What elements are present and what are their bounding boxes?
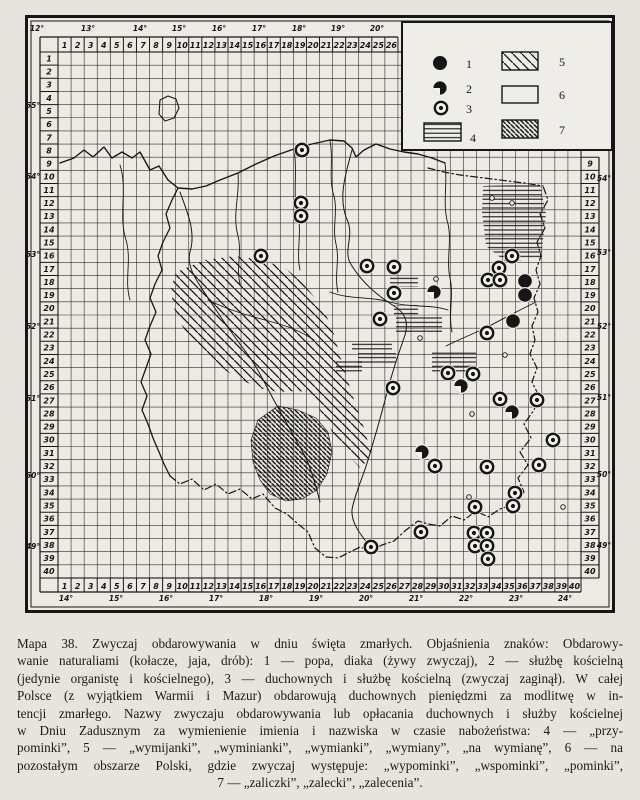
left-row-number: 26 bbox=[43, 383, 55, 393]
dense-diagonal-hatch-icon bbox=[502, 120, 538, 138]
bottom-column-number: 4 bbox=[100, 582, 107, 591]
right-row-number: 15 bbox=[584, 238, 596, 248]
right-row-number: 18 bbox=[584, 277, 596, 287]
bottom-longitude-label: 24° bbox=[557, 594, 573, 603]
top-longitude-label: 20° bbox=[369, 24, 385, 33]
symbol-small-circle bbox=[510, 201, 515, 206]
top-column-number: 3 bbox=[87, 41, 94, 50]
right-row-number: 19 bbox=[584, 291, 596, 301]
caption-line: pozostałym obszarze Polski, gdzie zwyczaj występuje: „wypominki”, „wspominki”, „pominki”, bbox=[17, 757, 623, 773]
symbol-circled-dot bbox=[531, 457, 548, 474]
top-column-number: 9 bbox=[166, 41, 172, 50]
left-row-number: 32 bbox=[43, 462, 55, 472]
right-row-number: 17 bbox=[584, 264, 596, 274]
right-row-number: 14 bbox=[584, 225, 596, 235]
right-latitude-label: 53° bbox=[596, 248, 612, 257]
left-row-number: 30 bbox=[43, 435, 55, 445]
bottom-column-number: 17 bbox=[268, 582, 280, 591]
left-row-number: 19 bbox=[43, 291, 55, 301]
bottom-column-number: 10 bbox=[176, 582, 188, 591]
caption-line: w Dniu Zadusznym za wymienienie imienia i nazwiska w czasie nabożeństwa: 4 — „przy- bbox=[17, 723, 623, 739]
right-latitude-label: 54° bbox=[596, 174, 612, 183]
horizontal-hatch-region bbox=[396, 317, 442, 334]
legend-label-1: 1 bbox=[466, 57, 472, 71]
left-row-number: 22 bbox=[43, 330, 55, 340]
symbol-circled-dot bbox=[253, 248, 270, 265]
legend bbox=[402, 22, 612, 150]
bottom-column-number: 1 bbox=[61, 582, 68, 591]
symbol-small-circle bbox=[561, 505, 566, 510]
bottom-column-number: 25 bbox=[372, 582, 384, 591]
right-row-number: 37 bbox=[584, 527, 596, 537]
top-column-number: 23 bbox=[346, 41, 358, 50]
top-column-number: 20 bbox=[307, 41, 319, 50]
right-row-number: 22 bbox=[584, 330, 596, 340]
symbol-circled-dot bbox=[413, 524, 430, 541]
top-column-number: 19 bbox=[294, 41, 306, 50]
left-row-number: 28 bbox=[43, 409, 55, 419]
top-longitude-label: 15° bbox=[171, 24, 187, 33]
bottom-column-number: 13 bbox=[215, 582, 228, 591]
symbol-circled-dot bbox=[385, 380, 402, 397]
bottom-column-number: 18 bbox=[281, 582, 293, 591]
symbol-circled-dot bbox=[492, 391, 509, 408]
caption bbox=[17, 635, 623, 792]
left-row-number: 14 bbox=[43, 225, 55, 235]
top-column-number: 14 bbox=[228, 41, 241, 50]
symbol-half-filled-circle bbox=[504, 404, 520, 420]
top-column-number: 8 bbox=[153, 41, 159, 50]
right-row-number: 29 bbox=[584, 422, 596, 432]
right-row-number: 31 bbox=[584, 448, 596, 458]
right-latitude-label: 51° bbox=[596, 393, 612, 402]
top-column-number: 1 bbox=[61, 41, 68, 50]
horizontal-hatch-region bbox=[352, 342, 392, 352]
right-row-number: 39 bbox=[584, 554, 596, 564]
caption-line: Mapa 38. Zwyczaj obdarowywania w dniu święta zmarłych. Objaśnienia znaków: Obdarowy- bbox=[17, 636, 623, 651]
top-column-number: 16 bbox=[255, 41, 267, 50]
bottom-column-number: 33 bbox=[477, 582, 489, 591]
bottom-longitude-label: 20° bbox=[358, 594, 374, 603]
bottom-column-number: 8 bbox=[153, 582, 159, 591]
bottom-column-number: 39 bbox=[555, 582, 567, 591]
right-row-number: 28 bbox=[584, 409, 596, 419]
bottom-column-number: 28 bbox=[411, 582, 424, 591]
right-row-number: 23 bbox=[584, 343, 596, 353]
left-row-number: 25 bbox=[43, 369, 55, 379]
bottom-longitude-label: 19° bbox=[308, 594, 324, 603]
symbol-circled-dot bbox=[480, 551, 497, 568]
bottom-column-number: 29 bbox=[425, 582, 437, 591]
bottom-column-number: 7 bbox=[140, 582, 146, 591]
symbol-circled-dot bbox=[529, 392, 546, 409]
bottom-column-number: 36 bbox=[516, 582, 528, 591]
left-latitude-label: 53° bbox=[25, 250, 41, 259]
left-row-number: 21 bbox=[43, 317, 55, 327]
bottom-column-number: 5 bbox=[114, 582, 120, 591]
bottom-column-number: 9 bbox=[166, 582, 172, 591]
legend-label-5: 5 bbox=[559, 55, 565, 69]
legend-label-3: 3 bbox=[466, 102, 472, 116]
top-column-number: 21 bbox=[320, 41, 332, 50]
symbol-circled-dot bbox=[386, 285, 403, 302]
bottom-column-number: 3 bbox=[87, 582, 94, 591]
horizontal-hatch-region bbox=[336, 360, 362, 374]
top-column-number: 18 bbox=[281, 41, 293, 50]
left-row-number: 11 bbox=[43, 185, 55, 195]
caption-line: Polsce (z wyjątkiem Warmii i Mazur) obdarowują duchownych pieniędzmi za modlitwę w in- bbox=[17, 688, 623, 704]
bottom-column-number: 35 bbox=[503, 582, 515, 591]
symbol-circled-dot bbox=[504, 248, 521, 265]
top-column-number: 2 bbox=[74, 41, 81, 50]
caption-line: 7 — „zaliczki”, „zalecki”, „zalecenia”. bbox=[217, 775, 423, 791]
right-row-number: 38 bbox=[584, 540, 596, 550]
left-latitude-label: 55° bbox=[25, 101, 41, 110]
right-row-number: 35 bbox=[584, 501, 596, 511]
bottom-column-number: 24 bbox=[359, 582, 371, 591]
bottom-column-number: 32 bbox=[464, 582, 476, 591]
left-row-number: 39 bbox=[43, 554, 55, 564]
top-column-number: 22 bbox=[333, 41, 345, 50]
left-row-number: 8 bbox=[46, 146, 52, 156]
bottom-column-number: 34 bbox=[490, 582, 502, 591]
symbol-circled-dot bbox=[440, 365, 457, 382]
bottom-column-number: 38 bbox=[542, 582, 554, 591]
bottom-column-number: 11 bbox=[189, 582, 201, 591]
left-latitude-label: 54° bbox=[25, 172, 41, 181]
legend-label-2: 2 bbox=[466, 82, 472, 96]
left-row-number: 4 bbox=[46, 93, 52, 103]
right-row-number: 30 bbox=[584, 435, 596, 445]
right-row-number: 32 bbox=[584, 462, 596, 472]
top-column-number: 6 bbox=[127, 41, 133, 50]
symbol-small-circle bbox=[470, 412, 475, 417]
bottom-column-number: 14 bbox=[228, 582, 241, 591]
left-latitude-label: 50° bbox=[25, 471, 41, 480]
left-row-number: 24 bbox=[43, 356, 55, 366]
top-longitude-label: 14° bbox=[132, 24, 148, 33]
symbol-circled-dot bbox=[293, 208, 310, 225]
top-column-number: 26 bbox=[385, 41, 397, 50]
right-row-number: 9 bbox=[587, 159, 593, 169]
right-row-number: 12 bbox=[584, 199, 596, 209]
top-column-number: 25 bbox=[372, 41, 384, 50]
horizontal-hatch-region bbox=[358, 353, 396, 364]
left-row-number: 16 bbox=[43, 251, 55, 261]
legend-label-4: 4 bbox=[470, 131, 476, 145]
symbol-half-filled-circle bbox=[453, 378, 469, 394]
symbol-small-circle bbox=[490, 196, 495, 201]
bottom-column-number: 37 bbox=[529, 582, 541, 591]
right-row-number: 26 bbox=[584, 383, 596, 393]
bottom-column-number: 30 bbox=[438, 582, 450, 591]
top-longitude-label: 19° bbox=[330, 24, 346, 33]
bottom-longitude-label: 17° bbox=[208, 594, 224, 603]
right-latitude-label: 52° bbox=[596, 322, 612, 331]
bottom-longitude-label: 14° bbox=[58, 594, 74, 603]
bottom-longitude-label: 23° bbox=[508, 594, 524, 603]
circled-dot-center bbox=[439, 106, 443, 110]
right-latitude-label: 50° bbox=[596, 470, 612, 479]
bottom-column-number: 22 bbox=[333, 582, 345, 591]
left-row-number: 31 bbox=[43, 448, 55, 458]
filled-circle-icon bbox=[433, 56, 447, 70]
diagonal-hatch-icon bbox=[502, 52, 538, 70]
left-row-number: 12 bbox=[43, 199, 55, 209]
top-column-number: 13 bbox=[215, 41, 228, 50]
top-longitude-label: 13° bbox=[80, 24, 96, 33]
left-latitude-label: 49° bbox=[25, 542, 41, 551]
left-row-number: 29 bbox=[43, 422, 55, 432]
left-row-number: 40 bbox=[43, 567, 55, 577]
top-column-number: 11 bbox=[189, 41, 201, 50]
symbol-circled-dot bbox=[545, 432, 562, 449]
right-row-number: 20 bbox=[584, 304, 596, 314]
right-row-number: 13 bbox=[584, 212, 596, 222]
right-latitude-label: 49° bbox=[596, 541, 612, 550]
bottom-longitude-label: 15° bbox=[108, 594, 124, 603]
bottom-column-number: 19 bbox=[294, 582, 306, 591]
top-column-number: 24 bbox=[359, 41, 371, 50]
symbol-circled-dot bbox=[492, 272, 509, 289]
symbol-circled-dot bbox=[363, 539, 380, 556]
right-row-number: 25 bbox=[584, 369, 596, 379]
right-row-number: 40 bbox=[584, 567, 596, 577]
top-column-number: 17 bbox=[268, 41, 280, 50]
bottom-column-number: 40 bbox=[568, 582, 581, 591]
right-row-number: 27 bbox=[584, 396, 596, 406]
symbol-circled-dot bbox=[467, 499, 484, 516]
left-row-number: 23 bbox=[43, 343, 55, 353]
left-row-number: 38 bbox=[43, 540, 55, 550]
top-column-number: 4 bbox=[100, 41, 107, 50]
bottom-column-number: 27 bbox=[398, 582, 411, 591]
left-row-number: 17 bbox=[43, 264, 55, 274]
left-row-number: 2 bbox=[46, 67, 52, 77]
right-row-number: 16 bbox=[584, 251, 596, 261]
left-row-number: 37 bbox=[43, 527, 55, 537]
right-row-number: 34 bbox=[584, 488, 596, 498]
left-row-number: 1 bbox=[46, 54, 52, 64]
left-row-number: 7 bbox=[46, 133, 52, 143]
top-column-number: 12 bbox=[202, 41, 214, 50]
left-row-number: 36 bbox=[43, 514, 55, 524]
right-row-number: 10 bbox=[584, 172, 596, 182]
right-row-number: 36 bbox=[584, 514, 596, 524]
bottom-column-number: 15 bbox=[242, 582, 254, 591]
symbol-circled-dot bbox=[479, 459, 496, 476]
caption-line: pominki”, 5 — „wymijanki”, „wyminianki”, „wymianki”, „wymiany”, „na wymianę”, 6 — na bbox=[17, 740, 623, 756]
bottom-column-number: 12 bbox=[202, 582, 214, 591]
bottom-column-number: 23 bbox=[346, 582, 358, 591]
bottom-longitude-label: 16° bbox=[158, 594, 174, 603]
bottom-column-number: 26 bbox=[385, 582, 397, 591]
left-row-number: 18 bbox=[43, 277, 55, 287]
bottom-column-number: 31 bbox=[451, 582, 463, 591]
symbol-small-circle bbox=[467, 495, 472, 500]
left-row-number: 13 bbox=[43, 212, 55, 222]
symbol-filled-circle bbox=[517, 287, 533, 303]
left-row-number: 20 bbox=[43, 304, 55, 314]
left-row-number: 35 bbox=[43, 501, 55, 511]
bottom-column-number: 20 bbox=[307, 582, 319, 591]
legend-label-7: 7 bbox=[559, 123, 565, 137]
top-longitude-label: 12° bbox=[29, 24, 45, 33]
bottom-column-number: 6 bbox=[127, 582, 133, 591]
caption-line: (jedynie organistę i kościelnego), 3 — duchownych i służbę kościelną (zwyczaj zaginął). W całej bbox=[17, 670, 623, 686]
top-longitude-label: 17° bbox=[251, 24, 267, 33]
symbol-circled-dot bbox=[465, 366, 482, 383]
bottom-column-number: 21 bbox=[320, 582, 332, 591]
top-column-number: 10 bbox=[176, 41, 188, 50]
left-latitude-label: 51° bbox=[25, 394, 41, 403]
horizontal-hatch-region bbox=[394, 305, 418, 317]
bottom-longitude-label: 22° bbox=[458, 594, 474, 603]
symbol-circled-dot bbox=[505, 498, 522, 515]
left-row-number: 3 bbox=[46, 80, 52, 90]
top-longitude-label: 18° bbox=[291, 24, 307, 33]
symbol-circled-dot bbox=[294, 142, 311, 159]
symbol-circled-dot bbox=[372, 311, 389, 328]
symbol-half-filled-circle bbox=[426, 284, 442, 300]
symbol-small-circle bbox=[503, 353, 508, 358]
left-row-number: 15 bbox=[43, 238, 55, 248]
caption-line: tencji zmarłego. Nazwy zwyczaju obdarowywania lub opłacania duchownych i służby kościelnej bbox=[17, 705, 623, 721]
left-latitude-label: 52° bbox=[25, 322, 41, 331]
bottom-column-number: 2 bbox=[74, 582, 81, 591]
symbol-half-filled-circle bbox=[414, 444, 430, 460]
right-row-number: 21 bbox=[584, 317, 596, 327]
symbol-circled-dot bbox=[427, 458, 444, 475]
legend-label-6: 6 bbox=[559, 88, 565, 102]
left-row-number: 33 bbox=[43, 475, 55, 485]
left-row-number: 6 bbox=[46, 120, 52, 130]
bottom-longitude-label: 21° bbox=[408, 594, 424, 603]
top-longitude-label: 16° bbox=[211, 24, 227, 33]
symbol-circled-dot bbox=[359, 258, 376, 275]
left-row-number: 10 bbox=[43, 172, 55, 182]
left-row-number: 34 bbox=[43, 488, 55, 498]
bottom-longitude-label: 18° bbox=[258, 594, 274, 603]
left-row-number: 27 bbox=[43, 396, 55, 406]
left-row-number: 9 bbox=[46, 159, 52, 169]
symbol-circled-dot bbox=[479, 325, 496, 342]
top-column-number: 7 bbox=[140, 41, 146, 50]
symbol-small-circle bbox=[434, 277, 439, 282]
symbol-filled-circle bbox=[517, 273, 533, 289]
caption-line: wanie naturaliami (kołacze, jaja, drób): 1 — popa, diaka (żywy zwyczaj), 2 — służbę kościelną bbox=[17, 653, 623, 669]
right-row-number: 33 bbox=[584, 475, 596, 485]
top-column-number: 15 bbox=[242, 41, 254, 50]
symbol-circled-dot bbox=[386, 259, 403, 276]
bottom-column-number: 16 bbox=[255, 582, 267, 591]
symbol-filled-circle bbox=[505, 313, 521, 329]
top-column-number: 5 bbox=[114, 41, 120, 50]
left-row-number: 5 bbox=[46, 106, 52, 116]
horizontal-hatch-icon bbox=[424, 123, 461, 141]
symbol-small-circle bbox=[418, 336, 423, 341]
right-row-number: 24 bbox=[584, 356, 596, 366]
right-row-number: 11 bbox=[584, 185, 596, 195]
